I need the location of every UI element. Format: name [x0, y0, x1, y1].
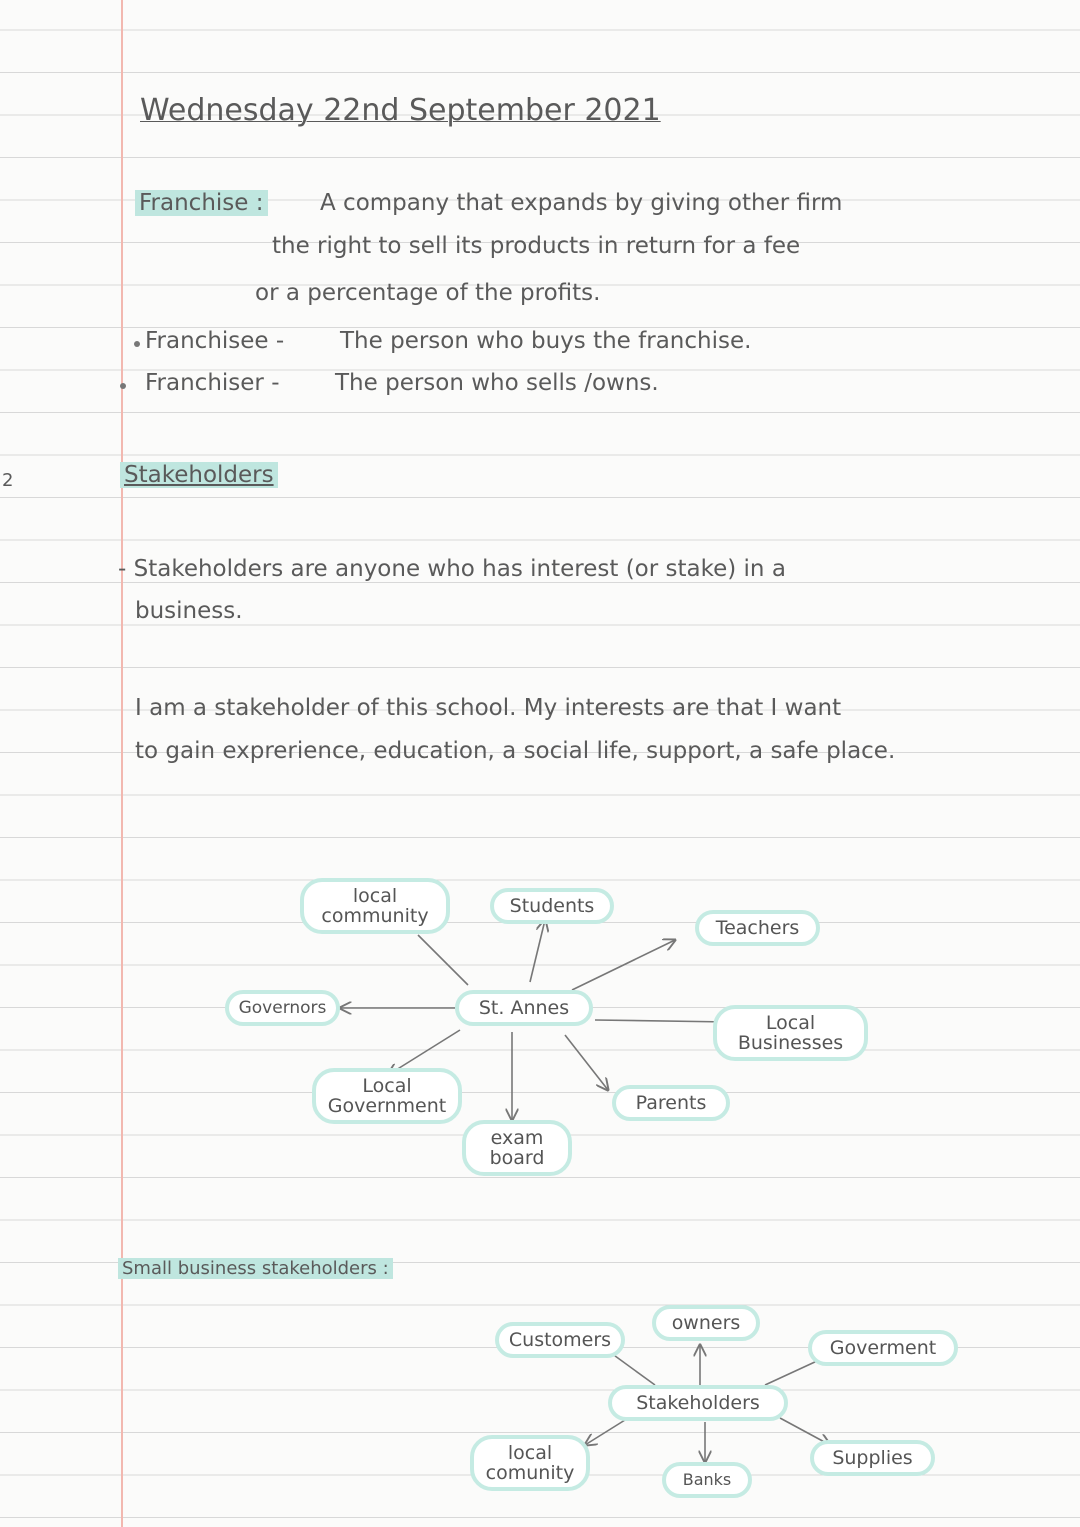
stakeholders-definition-line1: - Stakeholders are anyone who has interest (or stake) in a: [118, 556, 786, 582]
node-suppliers: Supplies: [810, 1440, 935, 1476]
franchiser-term: Franchiser -: [145, 370, 280, 396]
franchiser-definition: The person who sells /owns.: [335, 370, 659, 396]
small-business-heading: Small business stakeholders :: [118, 1258, 393, 1279]
node-local-businesses: Local Businesses: [713, 1005, 868, 1061]
node-center-st-annes: St. Annes: [455, 990, 593, 1026]
franchise-definition-line1: A company that expands by giving other firm: [320, 190, 843, 216]
node-banks: Banks: [662, 1462, 752, 1498]
franchise-definition-line2: the right to sell its products in return for a fee: [272, 233, 801, 259]
stakeholders-definition-line2: business.: [135, 598, 243, 624]
node-students: Students: [490, 888, 614, 924]
personal-interest-line1: I am a stakeholder of this school. My interests are that I want: [135, 695, 842, 721]
node-exam-board: exam board: [462, 1120, 572, 1176]
margin-number: 2: [2, 470, 14, 491]
node-local-government: Local Government: [312, 1068, 462, 1124]
node-parents: Parents: [612, 1085, 730, 1121]
node-local-community-2: local comunity: [470, 1435, 590, 1491]
franchise-definition-line3: or a percentage of the profits.: [255, 280, 601, 306]
node-center-stakeholders: Stakeholders: [608, 1385, 788, 1421]
franchisee-term: Franchisee -: [145, 328, 285, 354]
personal-interest-line2: to gain exprerience, education, a social life, support, a safe place.: [135, 738, 896, 764]
franchisee-definition: The person who buys the franchise.: [340, 328, 752, 354]
stakeholders-heading: Stakeholders: [120, 462, 278, 488]
bullet-dot: [134, 341, 140, 347]
bullet-dot: [120, 383, 126, 389]
franchise-term: Franchise :: [135, 190, 268, 216]
node-local-community: local community: [300, 878, 450, 934]
node-teachers: Teachers: [695, 910, 820, 946]
node-governors: Governors: [225, 990, 340, 1026]
node-customers: Customers: [495, 1322, 625, 1358]
page-date-heading: Wednesday 22nd September 2021: [140, 93, 661, 128]
node-owners: owners: [652, 1305, 760, 1341]
node-government: Goverment: [808, 1330, 958, 1366]
